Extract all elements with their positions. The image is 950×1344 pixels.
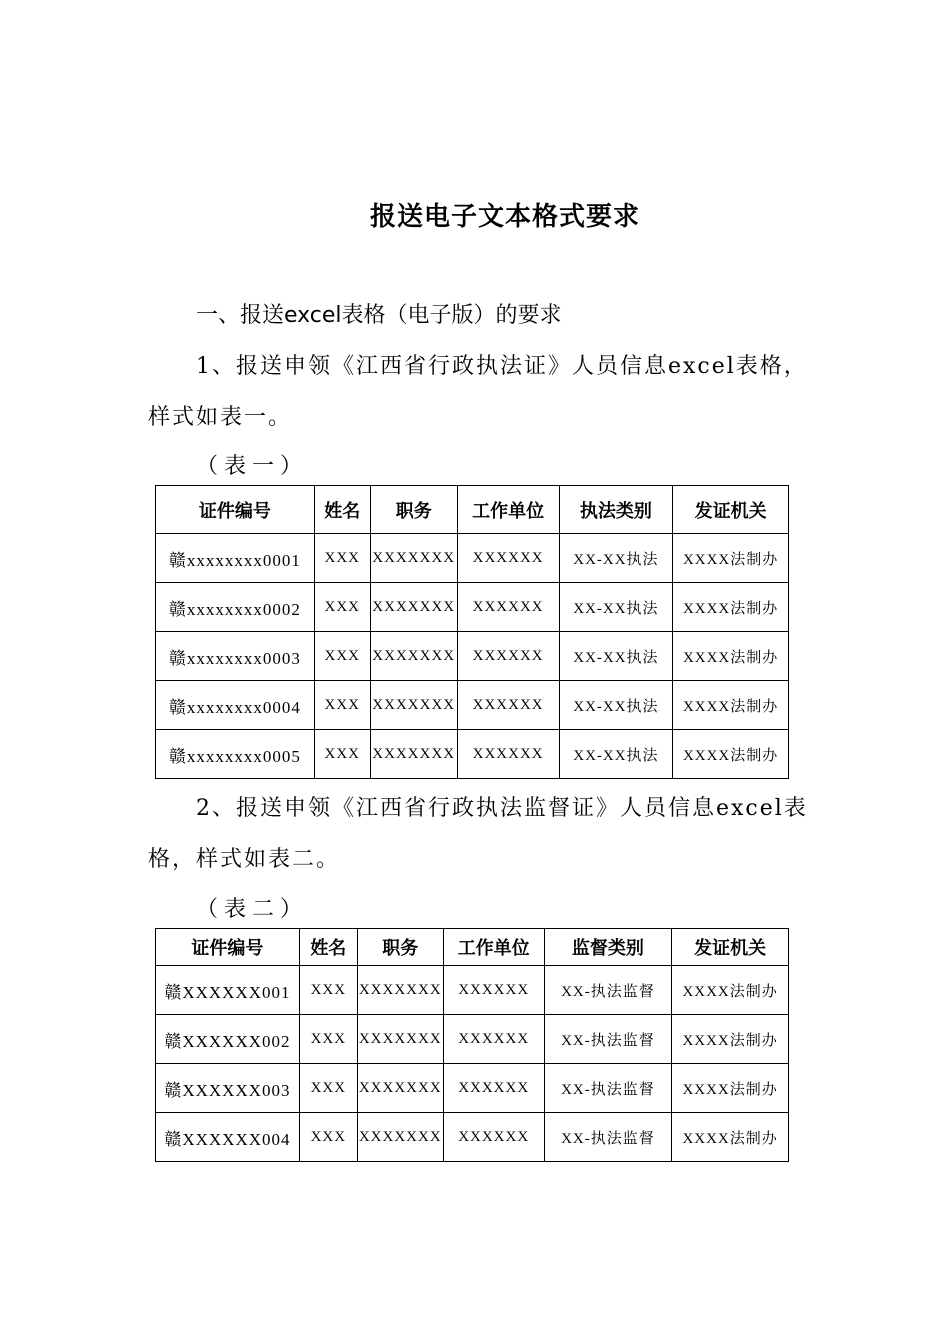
table-cell: XXXX法制办: [673, 632, 789, 681]
item2-line2: 格，样式如表二。: [148, 847, 341, 872]
table-cell: XXXXXXX: [357, 966, 443, 1015]
table-cell: XXX: [299, 966, 357, 1015]
table1-header-cell: 职务: [370, 486, 457, 534]
item1-line2: 样式如表一。: [148, 405, 293, 430]
table-cell: XX-XX执法: [559, 583, 673, 632]
table-cell: 赣xxxxxxxx0005: [156, 730, 315, 779]
table-cell: XXX: [299, 1015, 357, 1064]
table-cell: XXX: [314, 730, 370, 779]
table1-header-cell: 执法类别: [559, 486, 673, 534]
table-cell: XXX: [314, 632, 370, 681]
table-cell: XXXX法制办: [672, 1064, 789, 1113]
table-cell: XX-执法监督: [544, 966, 672, 1015]
table-cell: 赣XXXXXX004: [156, 1113, 300, 1162]
table-cell: XXXX法制办: [673, 681, 789, 730]
table1-header-cell: 姓名: [314, 486, 370, 534]
table-cell: 赣xxxxxxxx0003: [156, 632, 315, 681]
table-cell: XXXX法制办: [673, 534, 789, 583]
table-cell: XXXXXX: [443, 1113, 544, 1162]
table-cell: XX-执法监督: [544, 1015, 672, 1064]
table-cell: XXX: [299, 1064, 357, 1113]
table2-header-row: [156, 929, 789, 966]
table-cell: XXX: [314, 681, 370, 730]
table-cell: XXX: [299, 1113, 357, 1162]
table1-header-cell: 发证机关: [673, 486, 789, 534]
table-row: [156, 583, 789, 632]
table-cell: XXXXXXX: [357, 1015, 443, 1064]
table-cell: 赣xxxxxxxx0004: [156, 681, 315, 730]
table-cell: XXXXXXX: [357, 1064, 443, 1113]
table-cell: XX-XX执法: [559, 632, 673, 681]
table-cell: XXXXXXX: [370, 583, 457, 632]
table-cell: 赣XXXXXX001: [156, 966, 300, 1015]
table-cell: 赣xxxxxxxx0001: [156, 534, 315, 583]
table1-header-cell: 证件编号: [156, 486, 315, 534]
table-row: [156, 1064, 789, 1113]
table2-caption: （表二）: [196, 897, 309, 922]
table-cell: XXXXXXX: [370, 534, 457, 583]
item2-line1: 2、报送申领《江西省行政执法监督证》人员信息excel表: [196, 796, 808, 821]
table-row: [156, 681, 789, 730]
table-cell: XXXXXX: [457, 534, 559, 583]
table-cell: XXXX法制办: [672, 1113, 789, 1162]
table2-body: [156, 966, 789, 1162]
table-row: [156, 966, 789, 1015]
table-cell: XXX: [314, 583, 370, 632]
section-heading: 一、报送excel表格（电子版）的要求: [196, 303, 562, 328]
table-cell: XX-执法监督: [544, 1113, 672, 1162]
table-row: [156, 534, 789, 583]
document-title: 报送电子文本格式要求: [369, 202, 640, 232]
table-cell: XXXXXX: [443, 966, 544, 1015]
table-cell: XXXX法制办: [672, 966, 789, 1015]
table2-header-cell: 监督类别: [544, 929, 672, 966]
table-cell: XXXXXX: [457, 730, 559, 779]
table-cell: XX-XX执法: [559, 534, 673, 583]
table-row: [156, 1113, 789, 1162]
table-row: [156, 632, 789, 681]
table-cell: XXXXXXX: [370, 681, 457, 730]
item1-line1: 1、报送申领《江西省行政执法证》人员信息excel表格，: [196, 354, 808, 379]
table-cell: XXXXXXX: [370, 632, 457, 681]
table1-body: [156, 534, 789, 779]
table-cell: XXXXXX: [457, 632, 559, 681]
table2-header-cell: 证件编号: [156, 929, 300, 966]
table-cell: XXXX法制办: [673, 583, 789, 632]
table-cell: XX-执法监督: [544, 1064, 672, 1113]
table1-caption: （表一）: [196, 454, 309, 479]
table-row: [156, 730, 789, 779]
table2-header-cell: 职务: [357, 929, 443, 966]
table1-header-cell: 工作单位: [457, 486, 559, 534]
table2: [155, 928, 789, 1162]
table-cell: XXXXXX: [443, 1015, 544, 1064]
table2-header-cell: 发证机关: [672, 929, 789, 966]
table-cell: XX-XX执法: [559, 730, 673, 779]
table-cell: XXXXXX: [457, 681, 559, 730]
table-cell: XXXXXX: [457, 583, 559, 632]
table-cell: 赣XXXXXX003: [156, 1064, 300, 1113]
table-cell: XXX: [314, 534, 370, 583]
table-cell: XXXXXXX: [370, 730, 457, 779]
table-cell: 赣xxxxxxxx0002: [156, 583, 315, 632]
table-row: [156, 1015, 789, 1064]
table1: [155, 485, 789, 779]
table-cell: XXXXXXX: [357, 1113, 443, 1162]
table-cell: XX-XX执法: [559, 681, 673, 730]
table-cell: XXXX法制办: [672, 1015, 789, 1064]
table2-header-cell: 姓名: [299, 929, 357, 966]
table-cell: 赣XXXXXX002: [156, 1015, 300, 1064]
table-cell: XXXXXX: [443, 1064, 544, 1113]
table2-header-cell: 工作单位: [443, 929, 544, 966]
table-cell: XXXX法制办: [673, 730, 789, 779]
table1-header-row: [156, 486, 789, 534]
